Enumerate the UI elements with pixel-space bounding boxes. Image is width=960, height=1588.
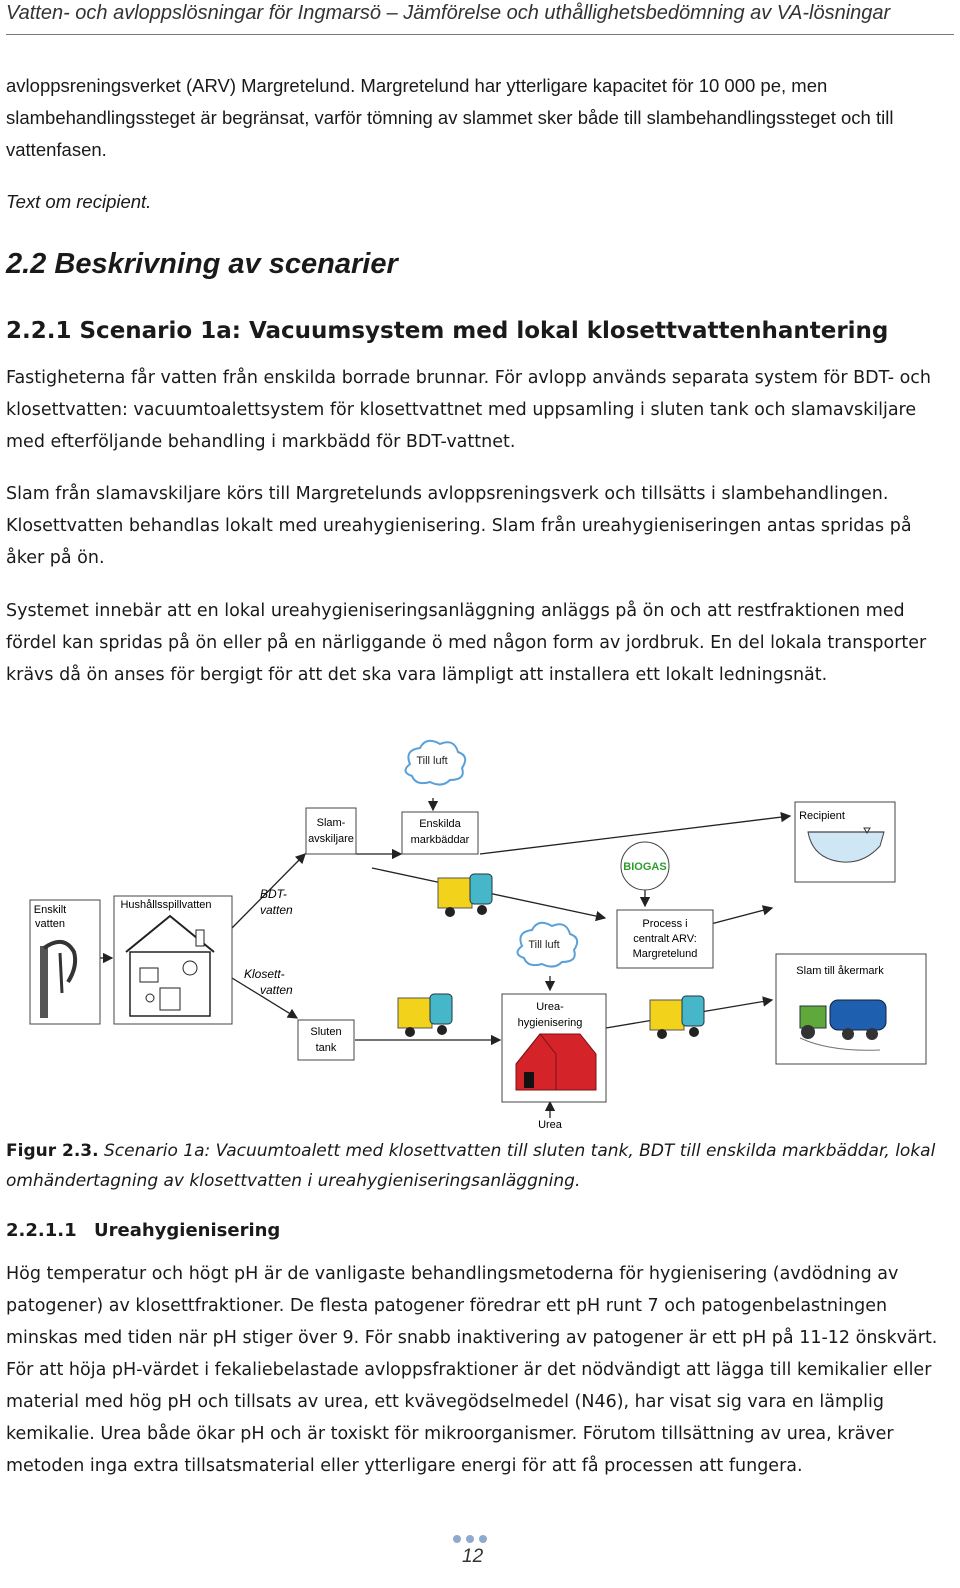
figure-caption [6,1136,954,1196]
svg-text:Sluten: Sluten [310,1026,342,1038]
svg-text:Hushållsspillvatten: Hushållsspillvatten [120,899,212,911]
truck-icon [650,996,704,1039]
svg-text:centralt ARV:: centralt ARV: [633,933,697,945]
truck-icon [398,994,452,1037]
slamavskiljare-box [306,808,356,854]
biogas-circle [621,842,669,890]
svg-text:vatten: vatten [35,918,65,930]
caption-text: Scenario 1a: Vacuumtoalett med klosettvatten till sluten tank, BDT till enskilda markbäddar, lokal omhändertagning av klosettvatten i ureahygieniseringsanläggning. [6,1141,936,1191]
till-luft-cloud-2 [517,923,577,967]
caption-label: Figur 2.3. [6,1141,99,1161]
svg-text:vatten: vatten [260,903,293,917]
process-box [617,910,713,968]
svg-text:Enskilda: Enskilda [419,818,461,830]
svg-text:markbäddar: markbäddar [410,834,470,846]
svg-text:Slam till åkermark: Slam till åkermark [796,965,884,977]
body-paragraph-3: Systemet innebär att en lokal ureahygieniseringsanläggning anläggs på ön och att restfraktionen med fördel kan spridas på ön eller på en närliggande ö med någon form av jordbruk. En del lokala transporter krävs då ön anses för bergigt för att det ska vara lämpligt att installera ett lokalt ledningsnät. [6,601,927,685]
recipient-box [795,802,895,882]
markbaddar-box [402,812,478,854]
well-box [30,900,100,1024]
svg-text:Urea-: Urea- [536,1001,564,1013]
svg-text:Process i: Process i [642,918,688,930]
svg-text:Slam-: Slam- [316,817,346,829]
till-luft-cloud-1 [405,741,465,785]
svg-text:BIOGAS: BIOGAS [623,861,667,873]
svg-text:Recipient: Recipient [799,810,845,822]
urea-paragraph: Hög temperatur och högt pH är de vanligaste behandlingsmetoderna för hygienisering (avdödning av patogener) av klosettfraktioner. De flesta patogener föredrar ett pH runt 7 och patogenbelastningen minskas med tiden när pH stiger över 9. För snabb inaktivering av patogener är ett pH på 11-12 önskvärt. För att höja pH-värdet i fekaliebelastade avloppsfraktioner är det nödvändigt att lägga till kemikalier eller material med hög pH och tillsats av urea, ett kvävegödselmedel (N46), har visat sig vara en lämplig kemikalie. Urea både ökar pH och är toxiskt för mikroorganismer. Förutom tillsättning av urea, kräver metoden inga extra tillsatsmaterial eller ytterligare energi för att få processen att fungera. [6,1264,938,1476]
subsubsection-heading [6,1220,280,1241]
subsection-heading: 2.2.1 Scenario 1a: Vacuumsystem med lokal klosettvattenhantering [6,318,889,344]
running-header: Vatten- och avloppslösningar för Ingmarsö – Jämförelse och uthållighetsbedömning av VA-lösningar [6,2,891,24]
svg-text:avskiljare: avskiljare [308,833,354,845]
body-paragraph-2: Slam från slamavskiljare körs till Margretelunds avloppsreningsverk och tillsätts i slambehandlingen. Klosettvatten behandlas lokalt med ureahygienisering. Slam från ureahygieniseringen antas spridas på åker på ön. [6,484,912,568]
intro-paragraph: avloppsreningsverket (ARV) Margretelund. Margretelund har ytterligare kapacitet för 10 000 pe, men slambehandlingssteget är begränsat, varför tömning av slammet sker både till slambehandlingssteget och till vattenfasen. [6,75,894,160]
page-number: 12 [462,1546,484,1567]
household-box [114,896,232,1024]
truck-icon [438,874,492,917]
svg-text:Till luft: Till luft [528,939,560,951]
subsubsection-title: Ureahygienisering [94,1220,281,1241]
svg-text:BDT-: BDT- [260,887,287,901]
bdt-vatten-label [260,887,293,917]
akermark-box [776,954,926,1064]
urea-label: Urea [538,1119,562,1131]
svg-text:Klosett-: Klosett- [244,967,285,981]
section-heading: 2.2 Beskrivning av scenarier [6,248,398,280]
scenario-diagram [0,728,960,1136]
svg-text:vatten: vatten [260,983,293,997]
body-paragraph-1: Fastigheterna får vatten från enskilda borrade brunnar. För avlopp används separata system för BDT- och klosettvatten: vacuumtoalettsystem för klosettvattnet med uppsamling i sluten tank och slamavskiljare med efterföljande behandling i markbädd för BDT-vattnet. [6,368,931,452]
header-divider [6,34,954,35]
svg-text:hygienisering: hygienisering [517,1017,583,1029]
svg-text:Till luft: Till luft [416,755,448,767]
subsubsection-number: 2.2.1.1 [6,1220,77,1241]
klosettvatten-label [244,967,293,997]
urea-hygienisering-box [502,994,606,1102]
svg-text:Margretelund: Margretelund [632,948,698,960]
placeholder-note: Text om recipient. [6,191,152,212]
svg-text:Enskilt: Enskilt [33,904,67,916]
svg-text:tank: tank [315,1042,337,1054]
sluten-tank-box [298,1020,354,1060]
